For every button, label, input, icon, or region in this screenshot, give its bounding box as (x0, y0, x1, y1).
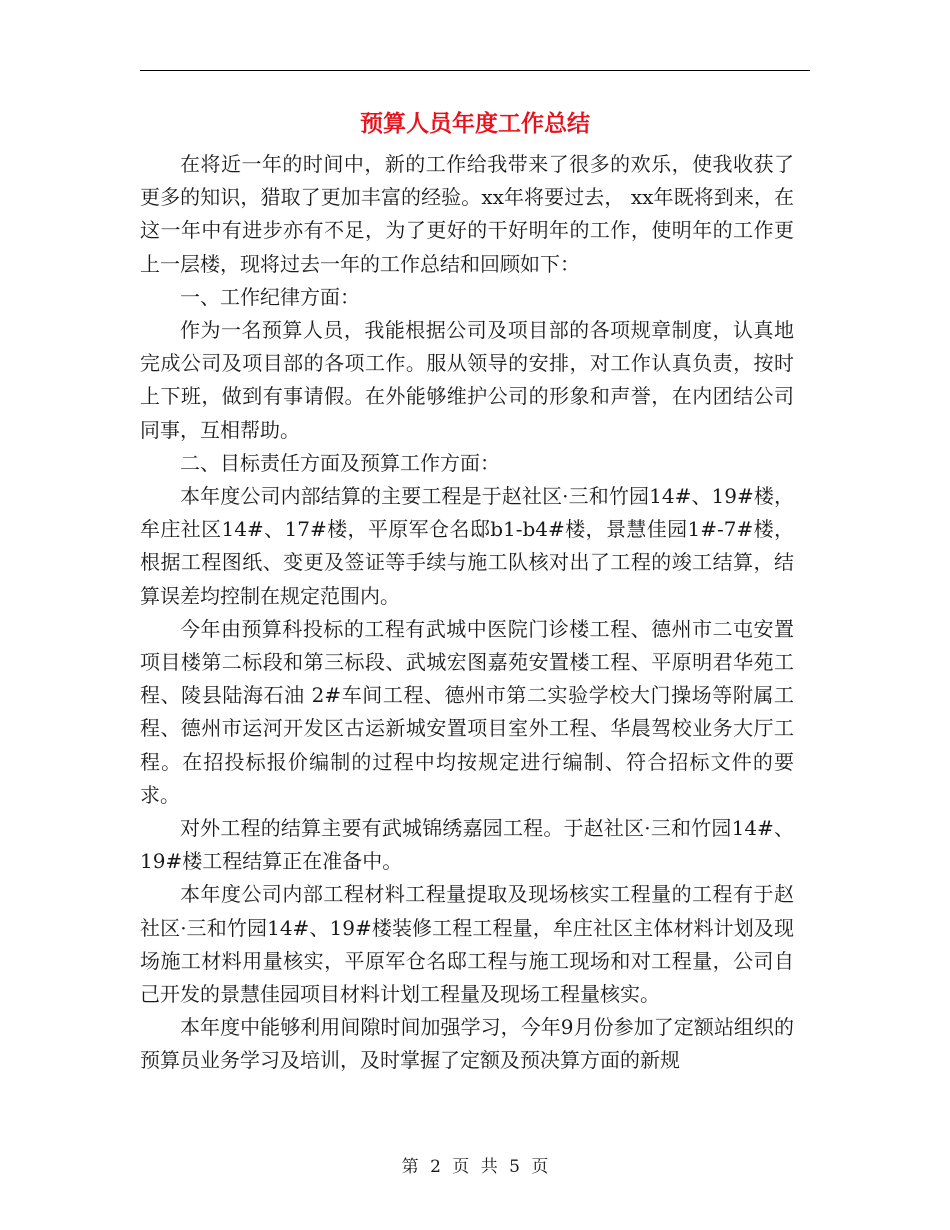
section-heading-discipline: 一、工作纪律方面： (180, 284, 360, 309)
paragraph-discipline: 作为一名预算人员，我能根据公司及项目部的各项规章制度，认真地完成公司及项目部的各项工作。服从领导的安排，对工作认真负责，按时上下班，做到有事请假。在外能够维护公司的形象和声誉，在内团结公司同事，互相帮助。 (140, 318, 794, 442)
paragraph-intro: 在将近一年的时间中，新的工作给我带来了很多的欢乐，使我收获了更多的知识，猎取了更加丰富的经验。xx年将要过去， xx年既将到来，在这一年中有进步亦有不足，为了更好的干好明年的工作，使明年的工作更上一层楼，现将过去一年的工作总结和回顾如下： (140, 152, 794, 276)
paragraph-bidding: 今年由预算科投标的工程有武城中医院门诊楼工程、德州市二屯安置项目楼第二标段和第三标段、武城宏图嘉苑安置楼工程、平原明君华苑工程、陵县陆海石油 2#车间工程、德州市第二实验学校大门操场等附属工程、德州市运河开发区古运新城安置项目室外工程、华晨驾校业务大厅工程。在招投标报价编制的过程中均按规定进行编制、符合招标文件的要求。 (140, 616, 794, 807)
paragraph-internal-settlement: 本年度公司内部结算的主要工程是于赵社区·三和竹园14#、19#楼，牟庄社区14#、17#楼，平原军仓名邸b1-b4#楼，景慧佳园1#-7#楼，根据工程图纸、变更及签证等手续与施工队核对出了工程的竣工结算，结算误差均控制在规定范围内。 (140, 484, 794, 608)
document-title: 预算人员年度工作总结 (360, 110, 590, 137)
section-heading-targets: 二、目标责任方面及预算工作方面： (180, 450, 500, 475)
header-rule (140, 70, 810, 71)
page-footer: 第 2 页 共 5 页 (401, 1157, 549, 1177)
document-body (140, 148, 794, 1078)
paragraph-external-settlement: 对外工程的结算主要有武城锦绣嘉园工程。于赵社区·三和竹园14#、19#楼工程结算正在准备中。 (140, 816, 794, 874)
paragraph-training: 本年度中能够利用间隙时间加强学习，今年9月份参加了定额站组织的预算员业务学习及培训，及时掌握了定额及预决算方面的新规 (140, 1015, 794, 1073)
paragraph-material-quantities: 本年度公司内部工程材料工程量提取及现场核实工程量的工程有于赵社区·三和竹园14#、19#楼装修工程工程量，牟庄社区主体材料计划及现场施工材料用量核实，平原军仓名邸工程与施工现场和对工程量，公司自己开发的景慧佳园项目材料计划工程量及现场工程量核实。 (140, 882, 794, 1007)
